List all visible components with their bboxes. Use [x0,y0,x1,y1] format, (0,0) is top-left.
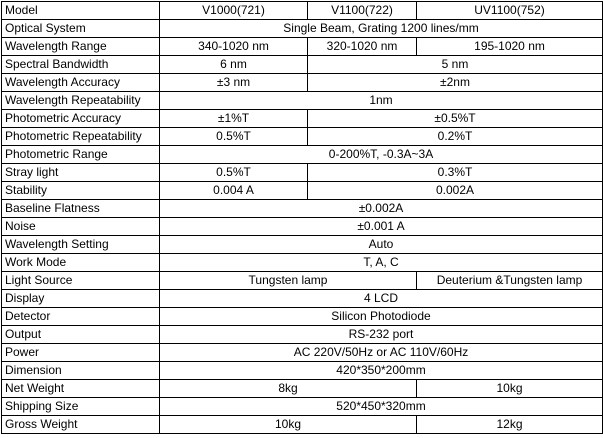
cell-value-all: 4 LCD [160,290,603,308]
cell-value-uv1100: Deuterium &Tungsten lamp [417,272,603,290]
header-label: Model [2,2,160,20]
row-label: Stray light [2,164,160,182]
table-row-shipping-size [2,398,603,416]
cell-value-v1000: 0.004 A [160,182,308,200]
cell-value-all: ±0.002A [160,200,603,218]
row-label: Work Mode [2,254,160,272]
table-row-photometric-range [2,146,603,164]
cell-value-all: Auto [160,236,603,254]
row-label: Power [2,344,160,362]
row-label: Detector [2,308,160,326]
cell-value-v1100-uv1100: 5 nm [308,56,603,74]
cell-value-all: ±0.001 A [160,218,603,236]
cell-value-all: Single Beam, Grating 1200 lines/mm [160,20,603,38]
row-label: Dimension [2,362,160,380]
row-label: Spectral Bandwidth [2,56,160,74]
row-label: Optical System [2,20,160,38]
cell-value-v1100-uv1100: 0.002A [308,182,603,200]
cell-value-all: 520*450*320mm [160,398,603,416]
cell-value-v1000-v1100: 10kg [160,416,417,434]
row-label: Photometric Accuracy [2,110,160,128]
table-row-work-mode [2,254,603,272]
cell-value-v1000: ±3 nm [160,74,308,92]
table-row-net-weight [2,380,603,398]
table-row-baseline-flatness [2,200,603,218]
table-row-light-source [2,272,603,290]
row-label: Wavelength Range [2,38,160,56]
table-row-photometric-accuracy [2,110,603,128]
row-label: Photometric Repeatability [2,128,160,146]
cell-value-uv1100: 195-1020 nm [417,38,603,56]
cell-value-v1100: 320-1020 nm [308,38,417,56]
cell-value-v1000: 0.5%T [160,164,308,182]
row-label: Baseline Flatness [2,200,160,218]
spec-table [1,1,603,434]
cell-value-v1000: 0.5%T [160,128,308,146]
row-label: Light Source [2,272,160,290]
table-row-noise [2,218,603,236]
table-row-wavelength-repeatability [2,92,603,110]
row-label: Noise [2,218,160,236]
table-row-gross-weight [2,416,603,434]
table-row-stability [2,182,603,200]
cell-value-v1000-v1100: 8kg [160,380,417,398]
header-model-v1100: V1100(722) [308,2,417,20]
row-label: Display [2,290,160,308]
cell-value-v1000: ±1%T [160,110,308,128]
header-model-v1000: V1000(721) [160,2,308,20]
row-label: Output [2,326,160,344]
cell-value-all: RS-232 port [160,326,603,344]
cell-value-v1100-uv1100: ±0.5%T [308,110,603,128]
cell-value-v1100-uv1100: ±2nm [308,74,603,92]
table-row-display [2,290,603,308]
table-row-detector [2,308,603,326]
cell-value-uv1100: 12kg [417,416,603,434]
row-label: Net Weight [2,380,160,398]
cell-value-v1100-uv1100: 0.3%T [308,164,603,182]
table-row-dimension [2,362,603,380]
cell-value-all: T, A, C [160,254,603,272]
row-label: Wavelength Repeatability [2,92,160,110]
cell-value-v1000-v1100: Tungsten lamp [160,272,417,290]
cell-value-all: 0-200%T, -0.3A~3A [160,146,603,164]
table-row-stray-light [2,164,603,182]
row-label: Wavelength Accuracy [2,74,160,92]
cell-value-all: 1nm [160,92,603,110]
table-row-output [2,326,603,344]
cell-value-v1000: 6 nm [160,56,308,74]
cell-value-all: AC 220V/50Hz or AC 110V/60Hz [160,344,603,362]
row-label: Photometric Range [2,146,160,164]
cell-value-all: Silicon Photodiode [160,308,603,326]
table-row-wavelength-accuracy [2,74,603,92]
cell-value-uv1100: 10kg [417,380,603,398]
table-row-wavelength-range [2,38,603,56]
row-label: Wavelength Setting [2,236,160,254]
table-row-spectral-bandwidth [2,56,603,74]
header-model-uv1100: UV1100(752) [417,2,603,20]
cell-value-v1100-uv1100: 0.2%T [308,128,603,146]
row-label: Gross Weight [2,416,160,434]
row-label: Stability [2,182,160,200]
row-label: Shipping Size [2,398,160,416]
table-row-photometric-repeatability [2,128,603,146]
table-row-power [2,344,603,362]
cell-value-v1000: 340-1020 nm [160,38,308,56]
table-row-optical-system [2,20,603,38]
cell-value-all: 420*350*200mm [160,362,603,380]
table-row-wavelength-setting [2,236,603,254]
table-row-header [2,2,603,20]
